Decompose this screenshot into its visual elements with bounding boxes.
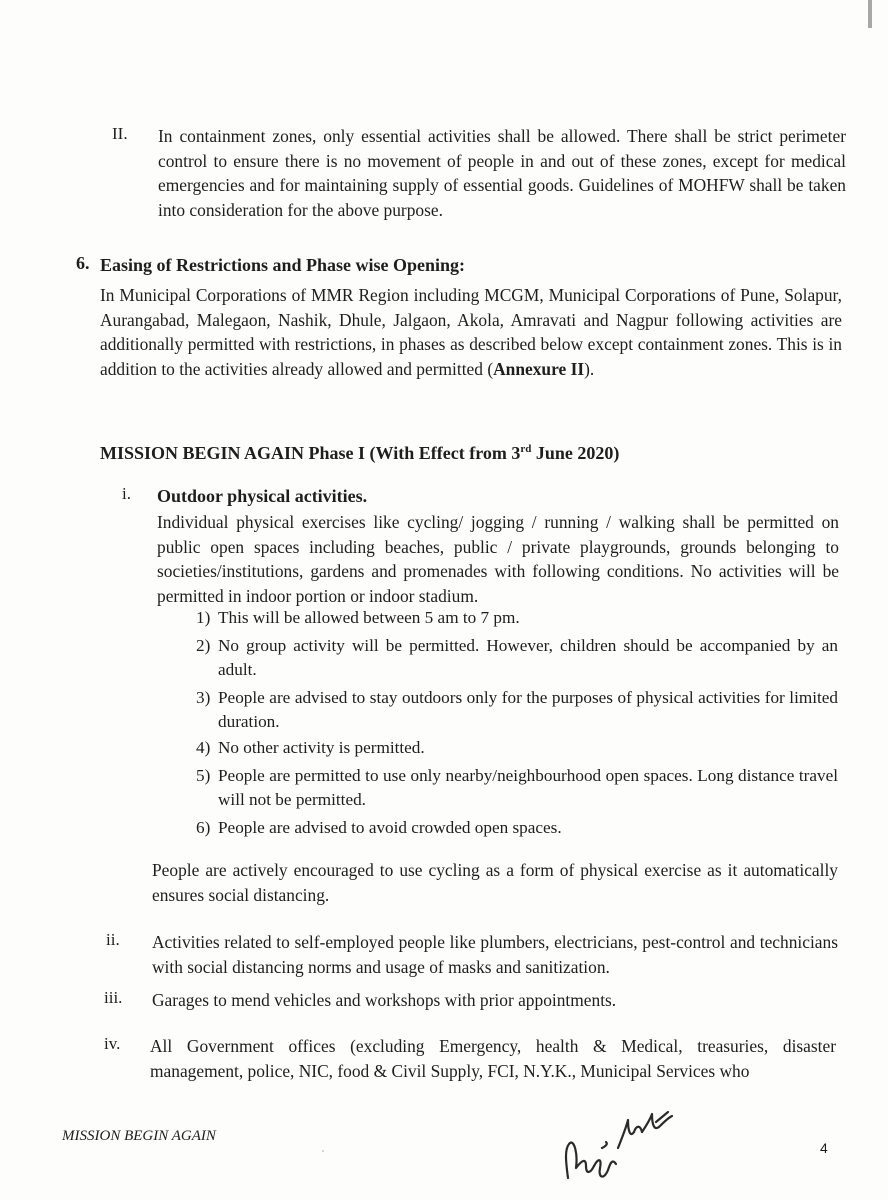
- condition-number: 4): [196, 738, 211, 757]
- phase-title-superscript: rd: [520, 443, 532, 455]
- condition-number: 5): [196, 766, 211, 785]
- item-i-closing-text: People are actively encouraged to use cycling as a form of physical exercise as it automatically ensures social distancing.: [152, 860, 838, 905]
- condition-number: 3): [196, 688, 211, 707]
- phase-title-suffix: June 2020): [531, 443, 620, 463]
- condition-number: 6): [196, 818, 211, 837]
- item-ii-upper-number: II.: [112, 124, 128, 143]
- item-i-number: i.: [122, 484, 131, 503]
- section-6-body: [100, 283, 842, 381]
- item-ii-upper: [158, 124, 846, 222]
- item-i-body: [157, 510, 839, 608]
- footer-title: MISSION BEGIN AGAIN: [62, 1128, 216, 1144]
- annexure-open-paren: (: [487, 358, 494, 379]
- item-iii: [152, 988, 838, 1013]
- item-ii-number: ii.: [106, 930, 120, 949]
- page-number: 4: [820, 1140, 828, 1156]
- condition-text: People are advised to avoid crowded open spaces.: [218, 818, 562, 837]
- scan-edge-mark: [868, 0, 872, 28]
- item-iii-text: Garages to mend vehicles and workshops with prior appointments.: [152, 990, 617, 1010]
- condition-number: 2): [196, 636, 211, 655]
- condition-text: No other activity is permitted.: [218, 738, 425, 757]
- annexure-reference: Annexure II: [493, 358, 585, 379]
- item-ii: [152, 930, 838, 979]
- condition-text: This will be allowed between 5 am to 7 pm.: [218, 608, 520, 627]
- section-6-heading: Easing of Restrictions and Phase wise Opening:: [100, 255, 466, 275]
- item-iii-number: iii.: [104, 988, 123, 1007]
- signature-icon: [556, 1108, 686, 1188]
- condition-number: 1): [196, 608, 211, 627]
- condition-text: People are permitted to use only nearby/neighbourhood open spaces. Long distance travel will not be permitted.: [218, 766, 838, 809]
- item-ii-upper-text: In containment zones, only essential activities shall be allowed. There shall be strict perimeter control to ensure there is no movement of people in and out of these zones, except for medical emergencies and for maintaining supply of essential goods. Guidelines of MOHFW shall be taken into consideration for the above purpose.: [158, 126, 846, 220]
- scan-speck: [322, 1150, 324, 1152]
- phase-heading: [100, 437, 619, 465]
- phase-title-prefix: MISSION BEGIN AGAIN Phase I (With Effect from 3: [100, 443, 521, 463]
- section-6-paragraph: [100, 283, 842, 381]
- item-ii-text: Activities related to self-employed people like plumbers, electricians, pest-control and technicians with social distancing norms and usage of masks and sanitization.: [152, 932, 838, 977]
- item-i-body-text: Individual physical exercises like cycling/ jogging / running / walking shall be permitted on public open spaces including beaches, public / private playgrounds, grounds belonging to societies/institutions, gardens and promenades with following conditions. No activities will be permitted in indoor portion or indoor stadium.: [157, 512, 839, 606]
- item-iv-text: All Government offices (excluding Emergency, health & Medical, treasuries, disaster management, police, NIC, food & Civil Supply, FCI, N.Y.K., Municipal Services who: [150, 1036, 836, 1081]
- item-i-heading: Outdoor physical activities.: [157, 486, 368, 506]
- section-6-body-text: In Municipal Corporations of MMR Region including MCGM, Municipal Corporations of Pune, Solapur, Aurangabad, Malegaon, Nashik, Dhule, Jalgaon, Akola, Amravati and Nagpur following activities are additionally permitted with restrictions, in phases as described below except containment zones. This is in addition to the activities already allowed and permitted: [100, 285, 842, 379]
- item-iv-number: iv.: [104, 1034, 121, 1053]
- item-iv: [150, 1034, 836, 1083]
- condition-text: No group activity will be permitted. However, children should be accompanied by an adult.: [218, 636, 838, 679]
- annexure-close-paren: ).: [584, 358, 595, 379]
- condition-text: People are advised to stay outdoors only for the purposes of physical activities for limited duration.: [218, 688, 838, 731]
- item-i-closing: [152, 858, 838, 907]
- section-6-number: 6.: [76, 253, 90, 273]
